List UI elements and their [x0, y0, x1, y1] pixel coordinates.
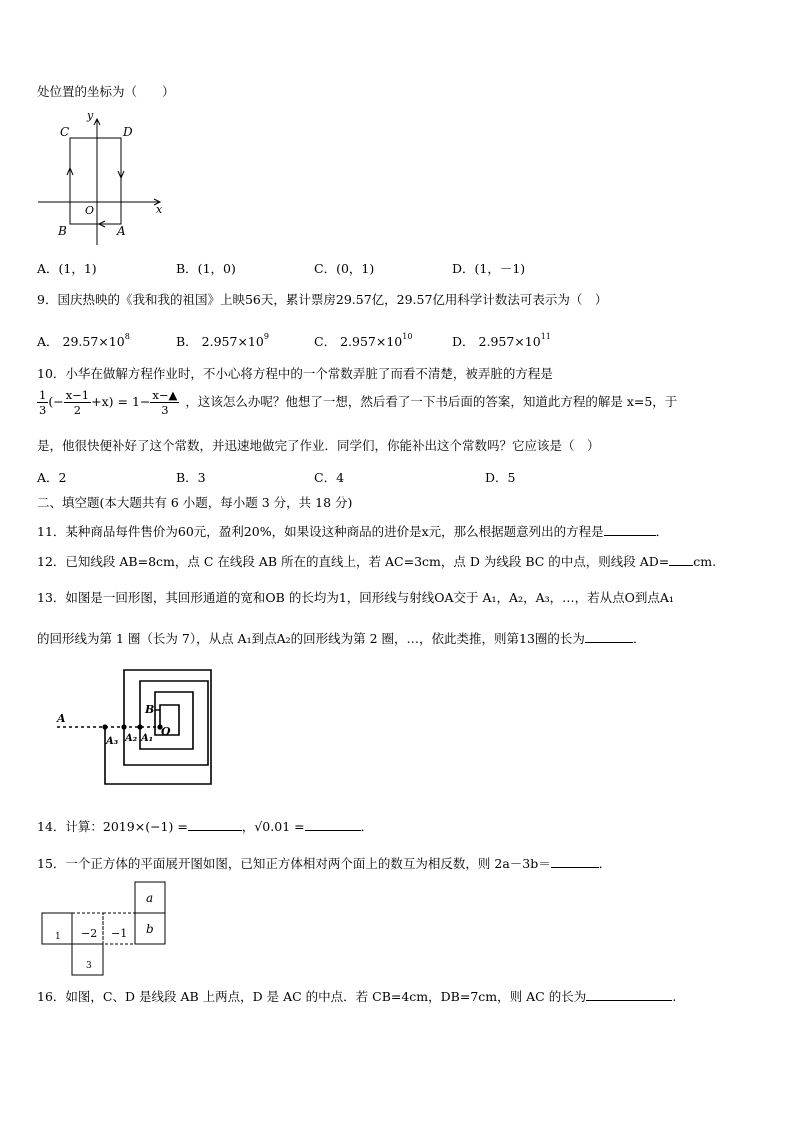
net-face-1: 1	[55, 932, 61, 942]
spiral-label-B: B	[145, 703, 155, 716]
q13-spiral-figure	[55, 665, 220, 790]
q8-coordinate-figure	[30, 105, 180, 255]
q16-answer-blank	[586, 988, 672, 1001]
net-face-minus-1: −1	[111, 927, 128, 940]
q10-equation-line: $\frac{1}{3}$ (− $\frac{x-1}{2}$ +x) = 1− $\frac{x-▲}{3}$ ，这该怎么办呢？他想了一想，然后看了一下书后面的答案，知道此方程的解是 x=5，于	[39, 388, 678, 417]
q9-option-d: D． $2.957\times 10^{11}$	[452, 332, 551, 349]
net-face-b: b	[146, 922, 154, 936]
q10-option-d: D．5	[485, 470, 516, 485]
q10-line3: 是，他很快便补好了这个常数，并迅速地做完了作业．同学们，你能补出这个常数吗？它应该是（ ）	[37, 438, 600, 453]
spiral-label-A2: A₂	[125, 733, 138, 744]
q10-option-b: B．3	[176, 470, 206, 485]
q11: 11．某种商品每件售价为60元，盈利20%，如果设这种商品的进价是x元，那么根据题意列出的方程是 ．	[37, 524, 669, 539]
q10-option-c: C．4	[314, 470, 345, 485]
q11-answer-blank	[604, 523, 656, 536]
q8-stem: 处位置的坐标为（ ）	[37, 84, 175, 99]
q14: 14．计算：2019×(−1) = ，√0.01 = ．	[37, 819, 374, 834]
net-face-a: a	[146, 891, 154, 905]
q8-option-a: A．(1，1)	[37, 261, 97, 276]
q13-line1: 13．如图是一回形图，其回形通道的宽和OB 的长均为1，回形线与射线OA交于 A₁，A₂，A₃，…，若从点O到点A₁	[37, 590, 674, 605]
section-2-heading: 二、填空题(本大题共有 6 小题，每小题 3 分，共 18 分)	[37, 495, 353, 510]
q8-option-b: B．(1，0)	[176, 261, 236, 276]
net-face-3: 3	[86, 961, 92, 971]
frac-x-blot-3: $\frac{x-▲}{3}$	[152, 388, 178, 417]
label-D: D	[123, 125, 133, 139]
spiral-label-O: O	[161, 725, 171, 738]
q12: 12．已知线段 AB=8cm，点 C 在线段 AB 所在的直线上，若 AC=3cm，点 D 为线段 BC 的中点，则线段 AD= cm.	[37, 554, 717, 569]
q15: 15．一个正方体的平面展开图如图，已知正方体相对两个面上的数互为相反数，则 2a－3b＝ ．	[37, 856, 612, 871]
q9-option-b: B． $2.957\times 10^9$	[176, 332, 269, 349]
q14-answer-blank-2	[305, 818, 361, 831]
q15-answer-blank	[551, 855, 599, 868]
q13-line2: 的回形线为第 1 圈（长为 7），从点 A₁到点A₂的回形线为第 2 圈，…，依此类推，则第13圈的长为 ．	[37, 631, 646, 646]
q15-cube-net	[40, 881, 170, 981]
net-face-minus-2: −2	[81, 927, 98, 940]
q10-line1: 10．小华在做解方程作业时，不小心将方程中的一个常数弄脏了而看不清楚，被弄脏的方程是	[37, 366, 553, 381]
label-A: A	[117, 224, 126, 238]
q10-option-a: A．2	[37, 470, 67, 485]
q8-option-d: D．(1，－1)	[452, 261, 526, 276]
q9-option-a: A． $29.57\times 10^8$	[37, 332, 130, 349]
q13-answer-blank	[585, 630, 633, 643]
q9-stem: 9．国庆热映的《我和我的祖国》上映56天，累计票房29.57亿，29.57亿用科学计数法可表示为（ ）	[37, 292, 608, 307]
label-C: C	[60, 125, 70, 139]
label-B: B	[58, 224, 67, 238]
q14-answer-blank-1	[188, 818, 242, 831]
frac-1-3: $\frac{1}{3}$	[39, 388, 47, 417]
label-x: x	[156, 203, 163, 216]
q8-option-c: C．(0，1)	[314, 261, 375, 276]
frac-x-1-2: $\frac{x-1}{2}$	[65, 388, 90, 417]
spiral-label-A3: A₃	[106, 736, 119, 747]
label-O: O	[85, 204, 95, 217]
spiral-label-A: A	[57, 712, 66, 725]
q9-option-c: C． $2.957\times 10^{10}$	[314, 332, 413, 349]
q12-answer-blank	[669, 553, 693, 566]
q16: 16．如图，C、D 是线段 AB 上两点，D 是 AC 的中点．若 CB=4cm，DB=7cm，则 AC 的长为 .	[37, 989, 677, 1004]
label-y: y	[87, 109, 94, 122]
spiral-label-A1: A₁	[141, 733, 154, 744]
